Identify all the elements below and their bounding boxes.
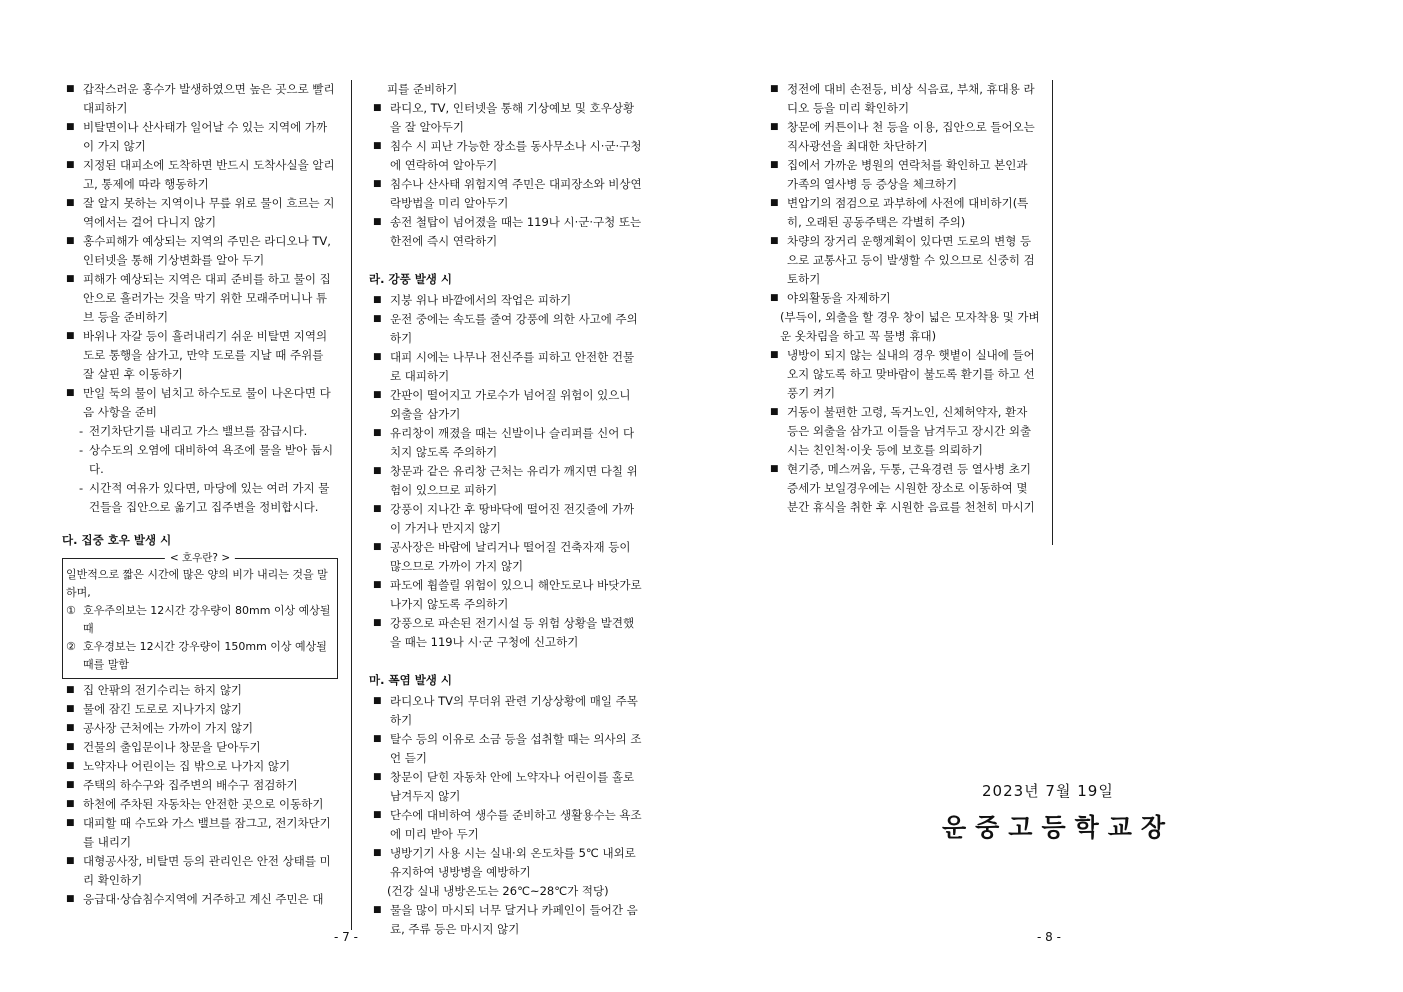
dash-item: - 상수도의 오염에 대비하여 욕조에 물을 받아 둡시다. — [62, 441, 338, 479]
list-item: ■ 강풍으로 파손된 전기시설 등 위험 상황을 발견했을 때는 119나 시·군 구청에 신고하기 — [369, 614, 645, 652]
section-heading-strong-wind: 라. 강풍 발생 시 — [369, 272, 453, 286]
parenthetical-note: (건강 실내 냉방온도는 26℃~28℃가 적당) — [387, 884, 609, 898]
issue-date: 2023년 7월 19일 — [982, 782, 1114, 800]
list-item: ■ 지붕 위나 바깥에서의 작업은 피하기 — [369, 291, 645, 310]
definition-box — [62, 552, 338, 679]
continued-text: 피를 준비하기 — [387, 82, 458, 96]
section-heading-heatwave: 마. 폭염 발생 시 — [369, 673, 453, 687]
list-item: ■ 간판이 떨어지고 가로수가 넘어질 위험이 있으니 외출을 삼가기 — [369, 386, 645, 424]
parenthetical-note: (부득이, 외출을 할 경우 창이 넓은 모자착용 및 가벼운 옷차림을 하고 꼭 물병 휴대) — [780, 310, 1040, 343]
list-item: ■ 지정된 대피소에 도착하면 반드시 도착사실을 알리고, 통제에 따라 행동하기 — [62, 156, 338, 194]
list-item: ■ 거동이 불편한 고령, 독거노인, 신체허약자, 환자 등은 외출을 삼가고 이들을 남겨두고 장시간 외출 시는 친인척·이웃 등에 보호를 의뢰하기 — [766, 403, 1042, 460]
page-number-left: - 7 - — [334, 930, 358, 944]
list-item: ■ 비탈면이나 산사태가 일어날 수 있는 지역에 가까이 가지 않기 — [62, 118, 338, 156]
list-item: ■ 단수에 대비하여 생수를 준비하고 생활용수는 욕조에 미리 받아 두기 — [369, 806, 645, 844]
list-item: ■ 침수나 산사태 위험지역 주민은 대피장소와 비상연락방법을 미리 알아두기 — [369, 175, 645, 213]
dash-list — [62, 422, 338, 517]
list-item: ■ 냉방이 되지 않는 실내의 경우 햇볕이 실내에 들어오지 않도록 하고 맞바람이 불도록 환기를 하고 선풍기 켜기 — [766, 346, 1042, 403]
list-item: ■ 냉방기기 사용 시는 실내·외 온도차를 5℃ 내외로 유지하여 냉방병을 예방하기 — [369, 844, 645, 882]
column-middle — [369, 80, 645, 939]
list-item: ■ 노약자나 어린이는 집 밖으로 나가지 않기 — [62, 757, 338, 776]
list-item: ■ 창문에 커튼이나 천 등을 이용, 집안으로 들어오는 직사광선을 최대한 차단하기 — [766, 118, 1042, 156]
list-item: ■ 만일 둑의 물이 넘치고 하수도로 물이 나온다면 다음 사항을 준비 — [62, 384, 338, 422]
list-item: ■ 강풍이 지나간 후 땅바닥에 떨어진 전깃줄에 가까이 가거나 만지지 않기 — [369, 500, 645, 538]
list-item: ■ 유리창이 깨졌을 때는 신발이나 슬리퍼를 신어 다치지 않도록 주의하기 — [369, 424, 645, 462]
bullet-list-heatwave — [369, 692, 645, 939]
list-item: ■ 건물의 출입문이나 창문을 닫아두기 — [62, 738, 338, 757]
circled-number: ② — [66, 640, 76, 653]
bullet-list-rain-cont — [369, 99, 645, 251]
list-item: ■ 공사장 근처에는 가까이 가지 않기 — [62, 719, 338, 738]
list-item: ■ 파도에 휩쓸릴 위험이 있으니 해안도로나 바닷가로 나가지 않도록 주의하기 — [369, 576, 645, 614]
list-item: ■ 라디오나 TV의 무더위 관련 기상상황에 매일 주목하기 — [369, 692, 645, 730]
list-item: ■ 탈수 등의 이유로 소금 등을 섭취할 때는 의사의 조언 듣기 — [369, 730, 645, 768]
list-item: ■ 침수 시 피난 가능한 장소를 동사무소나 시·군·구청에 연락하여 알아두기 — [369, 137, 645, 175]
dash-item: - 시간적 여유가 있다면, 마당에 있는 여러 가지 물건들을 집안으로 옮기고 집주변을 정비합시다. — [62, 479, 338, 517]
list-item: ■ 응급대·상습침수지역에 거주하고 계신 주민은 대 — [62, 890, 338, 909]
bullet-list-heavy-rain — [62, 681, 338, 909]
bullet-list-flood — [62, 80, 338, 422]
list-item: ■ 집에서 가까운 병원의 연락처를 확인하고 본인과 가족의 열사병 등 증상을 체크하기 — [766, 156, 1042, 194]
column-divider — [351, 80, 352, 930]
list-item: ■ 송전 철탑이 넘어졌을 때는 119나 시·군·구청 또는 한전에 즉시 연락하기 — [369, 213, 645, 251]
list-item: ■ 창문과 같은 유리창 근처는 유리가 깨지면 다칠 위험이 있으므로 피하기 — [369, 462, 645, 500]
list-item: ■ 변압기의 점검으로 과부하에 사전에 대비하기(특히, 오래된 공동주택은 각별히 주의) — [766, 194, 1042, 232]
definition-box-title: < 호우란? > — [165, 549, 235, 567]
list-item: ■ 야외활동을 자제하기 — [766, 289, 1042, 308]
list-item: ■ 바위나 자갈 등이 흘러내리기 쉬운 비탈면 지역의 도로 통행을 삼가고, 만약 도로를 지날 때 주위를 잘 살핀 후 이동하기 — [62, 327, 338, 384]
list-item: ■ 정전에 대비 손전등, 비상 식음료, 부채, 휴대용 라디오 등을 미리 확인하기 — [766, 80, 1042, 118]
definition-text: 호우주의보는 12시간 강우량이 80mm 이상 예상될 때 — [83, 604, 331, 635]
list-item: ■ 갑작스러운 홍수가 발생하였으면 높은 곳으로 빨리 대피하기 — [62, 80, 338, 118]
list-item: ■ 하천에 주차된 자동차는 안전한 곳으로 이동하기 — [62, 795, 338, 814]
list-item: ■ 집 안팎의 전기수리는 하지 않기 — [62, 681, 338, 700]
list-item: ■ 라디오, TV, 인터넷을 통해 기상예보 및 호우상황을 잘 알아두기 — [369, 99, 645, 137]
list-item: ■ 대형공사장, 비탈면 등의 관리인은 안전 상태를 미리 확인하기 — [62, 852, 338, 890]
definition-item — [66, 602, 334, 638]
school-principal-signature: 운중고등학교장 — [942, 813, 1175, 842]
column-right — [766, 80, 1042, 517]
list-item: ■ 차량의 장거리 운행계획이 있다면 도로의 변형 등으로 교통사고 등이 발생할 수 있으므로 신중히 검토하기 — [766, 232, 1042, 289]
list-item: ■ 운전 중에는 속도를 줄여 강풍에 의한 사고에 주의하기 — [369, 310, 645, 348]
list-item: ■ 현기증, 메스꺼움, 두통, 근육경련 등 열사병 초기증세가 보일경우에는 시원한 장소로 이동하여 몇 분간 휴식을 취한 후 시원한 음료를 천천히 마시기 — [766, 460, 1042, 517]
column-divider — [1052, 80, 1053, 545]
list-item: ■ 홍수피해가 예상되는 지역의 주민은 라디오나 TV, 인터넷을 통해 기상변화를 알아 두기 — [62, 232, 338, 270]
list-item: ■ 잘 알지 못하는 지역이나 무릎 위로 물이 흐르는 지역에서는 걸어 다니지 않기 — [62, 194, 338, 232]
circled-number: ① — [66, 604, 76, 617]
list-item: ■ 주택의 하수구와 집주변의 배수구 점검하기 — [62, 776, 338, 795]
list-item: ■ 대피할 때 수도와 가스 밸브를 잠그고, 전기차단기를 내리기 — [62, 814, 338, 852]
section-heading-heavy-rain: 다. 집중 호우 발생 시 — [62, 533, 172, 547]
list-item: ■ 피해가 예상되는 지역은 대피 준비를 하고 물이 집안으로 흘러가는 것을 막기 위한 모래주머니나 튜브 등을 준비하기 — [62, 270, 338, 327]
list-item: ■ 물을 많이 마시되 너무 달거나 카페인이 들어간 음료, 주류 등은 마시지 않기 — [369, 901, 645, 939]
list-item: ■ 물에 잠긴 도로로 지나가지 않기 — [62, 700, 338, 719]
bullet-list-heatwave-cont — [766, 80, 1042, 517]
column-left — [62, 80, 338, 909]
dash-item: - 전기차단기를 내리고 가스 밸브를 잠급시다. — [62, 422, 338, 441]
list-item: ■ 공사장은 바람에 날리거나 떨어질 건축자재 등이 많으므로 가까이 가지 않기 — [369, 538, 645, 576]
definition-intro: 일반적으로 짧은 시간에 많은 양의 비가 내리는 것을 말하며, — [66, 568, 328, 599]
definition-item — [66, 638, 334, 674]
list-item: ■ 대피 시에는 나무나 전신주를 피하고 안전한 건물로 대피하기 — [369, 348, 645, 386]
bullet-list-strong-wind — [369, 291, 645, 652]
list-item: ■ 창문이 닫힌 자동차 안에 노약자나 어린이를 홀로 남겨두지 않기 — [369, 768, 645, 806]
page-number-right: - 8 - — [1037, 930, 1061, 944]
definition-text: 호우경보는 12시간 강우량이 150mm 이상 예상될 때를 말함 — [83, 640, 327, 671]
